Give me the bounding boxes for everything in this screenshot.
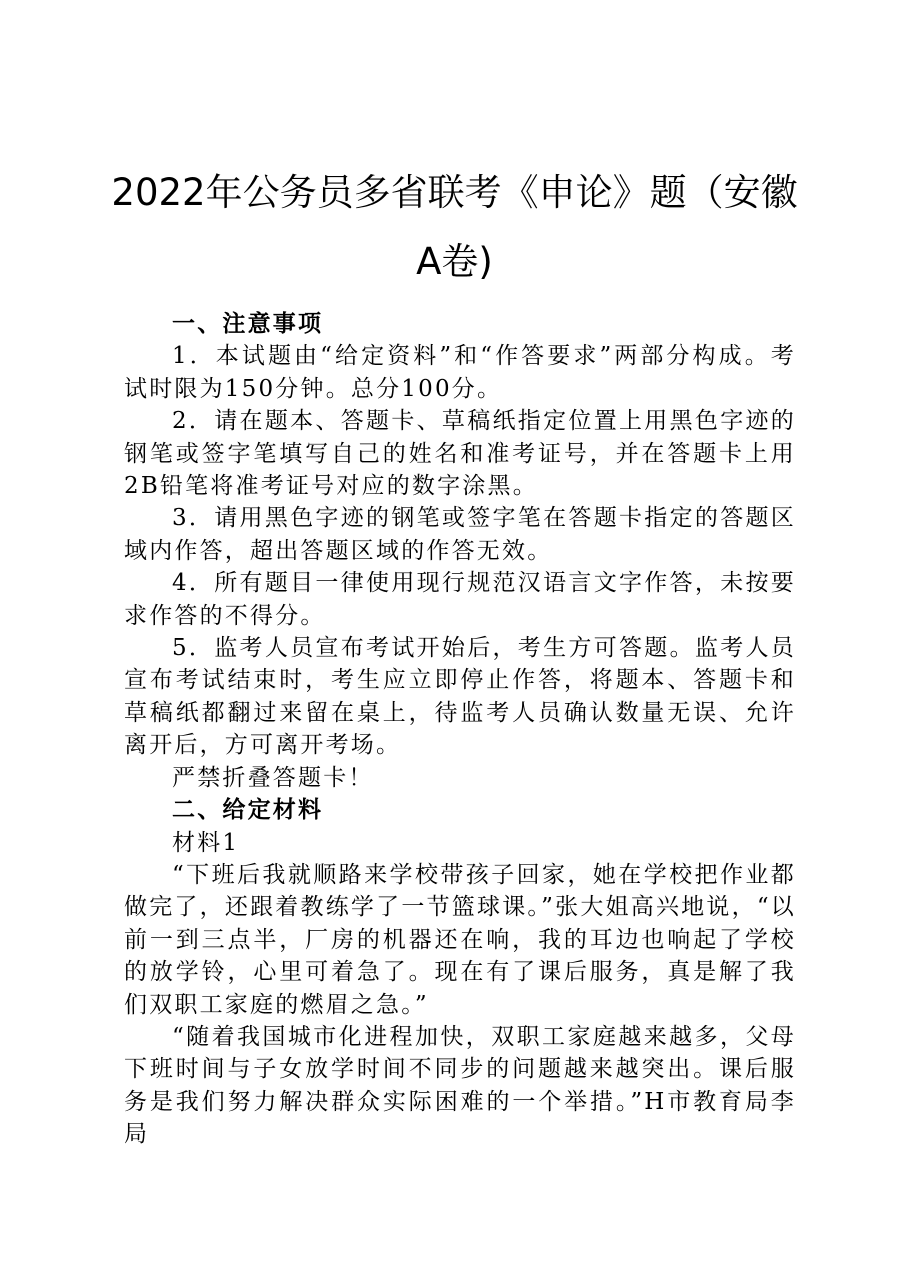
notice-warning: 严禁折叠答题卡！ (172, 764, 374, 791)
notice-item-3: 3．请用黑色字迹的钢笔或签字笔在答题卡指定的答题区域内作答，超出答题区域的作答无效。 (124, 505, 796, 564)
notice-item-2: 2．请在题本、答题卡、草稿纸指定位置上用黑色字迹的钢笔或签字笔填写自己的姓名和准考证号，并在答题卡上用2B铅笔将准考证号对应的数字涂黑。 (124, 408, 796, 500)
material-paragraph-2: “随着我国城市化进程加快，双职工家庭越来越多，父母下班时间与子女放学时间不同步的问题越来越突出。课后服务是我们努力解决群众实际困难的一个举措。”H市教育局李局 (124, 1023, 796, 1148)
section-heading-materials: 二、给定材料 (172, 797, 324, 824)
notice-item-1: 1．本试题由“给定资料”和“作答要求”两部分构成。考试时限为150分钟。总分100分。 (124, 343, 796, 402)
document-title: 2022年公务员多省联考《申论》题（安徽A卷) (111, 171, 798, 283)
material-paragraph-1: “下班后我就顺路来学校带孩子回家，她在学校把作业都做完了，还跟着教练学了一节篮球课。”张大姐高兴地说，“以前一到三点半，厂房的机器还在响，我的耳边也响起了学校的放学铃，心里可着急了。现在有了课后服务，真是解了我们双职工家庭的燃眉之急。” (124, 861, 796, 1018)
notice-item-5: 5．监考人员宣布考试开始后，考生方可答题。监考人员宣布考试结束时，考生应立即停止作答，将题本、答题卡和草稿纸都翻过来留在桌上，待监考人员确认数量无误、允许离开后，方可离开考场。 (124, 635, 796, 759)
material-label: 材料1 (172, 829, 240, 856)
notice-item-4: 4．所有题目一律使用现行规范汉语言文字作答，未按要求作答的不得分。 (124, 570, 796, 629)
document-body (124, 308, 796, 1151)
section-heading-notes: 一、注意事项 (172, 311, 324, 337)
